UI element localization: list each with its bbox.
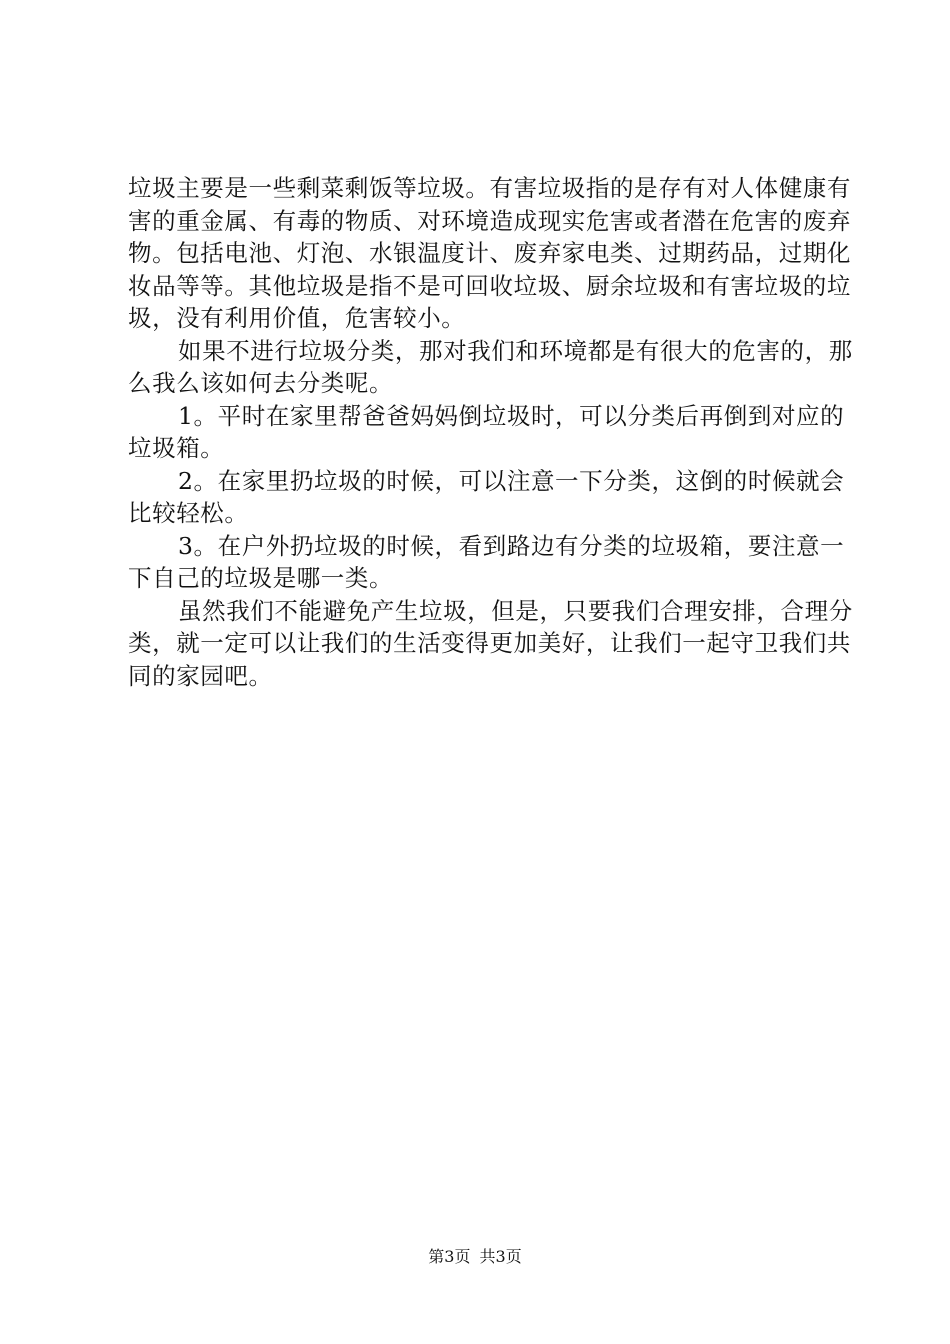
paragraph-consequence: 如果不进行垃圾分类，那对我们和环境都是有很大的危害的，那么我么该如何去分类呢。	[128, 336, 853, 397]
list-item-3: 3。在户外扔垃圾的时候，看到路边有分类的垃圾箱，要注意一下自己的垃圾是哪一类。	[128, 531, 845, 592]
paragraph-conclusion: 虽然我们不能避免产生垃圾，但是，只要我们合理安排，合理分类，就一定可以让我们的生活变得更加美好，让我们一起守卫我们共同的家园吧。	[128, 596, 853, 690]
page-number-current: 第3页	[428, 1247, 471, 1266]
document-body	[128, 172, 858, 692]
list-item-1: 1。平时在家里帮爸爸妈妈倒垃圾时，可以分类后再倒到对应的垃圾箱。	[128, 401, 845, 462]
list-item-2: 2。在家里扔垃圾的时候，可以注意一下分类，这倒的时候就会比较轻松。	[128, 466, 845, 527]
paragraph-continued: 垃圾主要是一些剩菜剩饭等垃圾。有害垃圾指的是存有对人体健康有害的重金属、有毒的物质、对环境造成现实危害或者潜在危害的废弃物。包括电池、灯泡、水银温度计、废弃家电类、过期药品，过期化妆品等等。其他垃圾是指不是可回收垃圾、厨余垃圾和有害垃圾的垃圾，没有利用价值，危害较小。	[128, 174, 851, 332]
page-number-total: 共3页	[479, 1247, 522, 1266]
page-footer	[0, 1244, 950, 1267]
